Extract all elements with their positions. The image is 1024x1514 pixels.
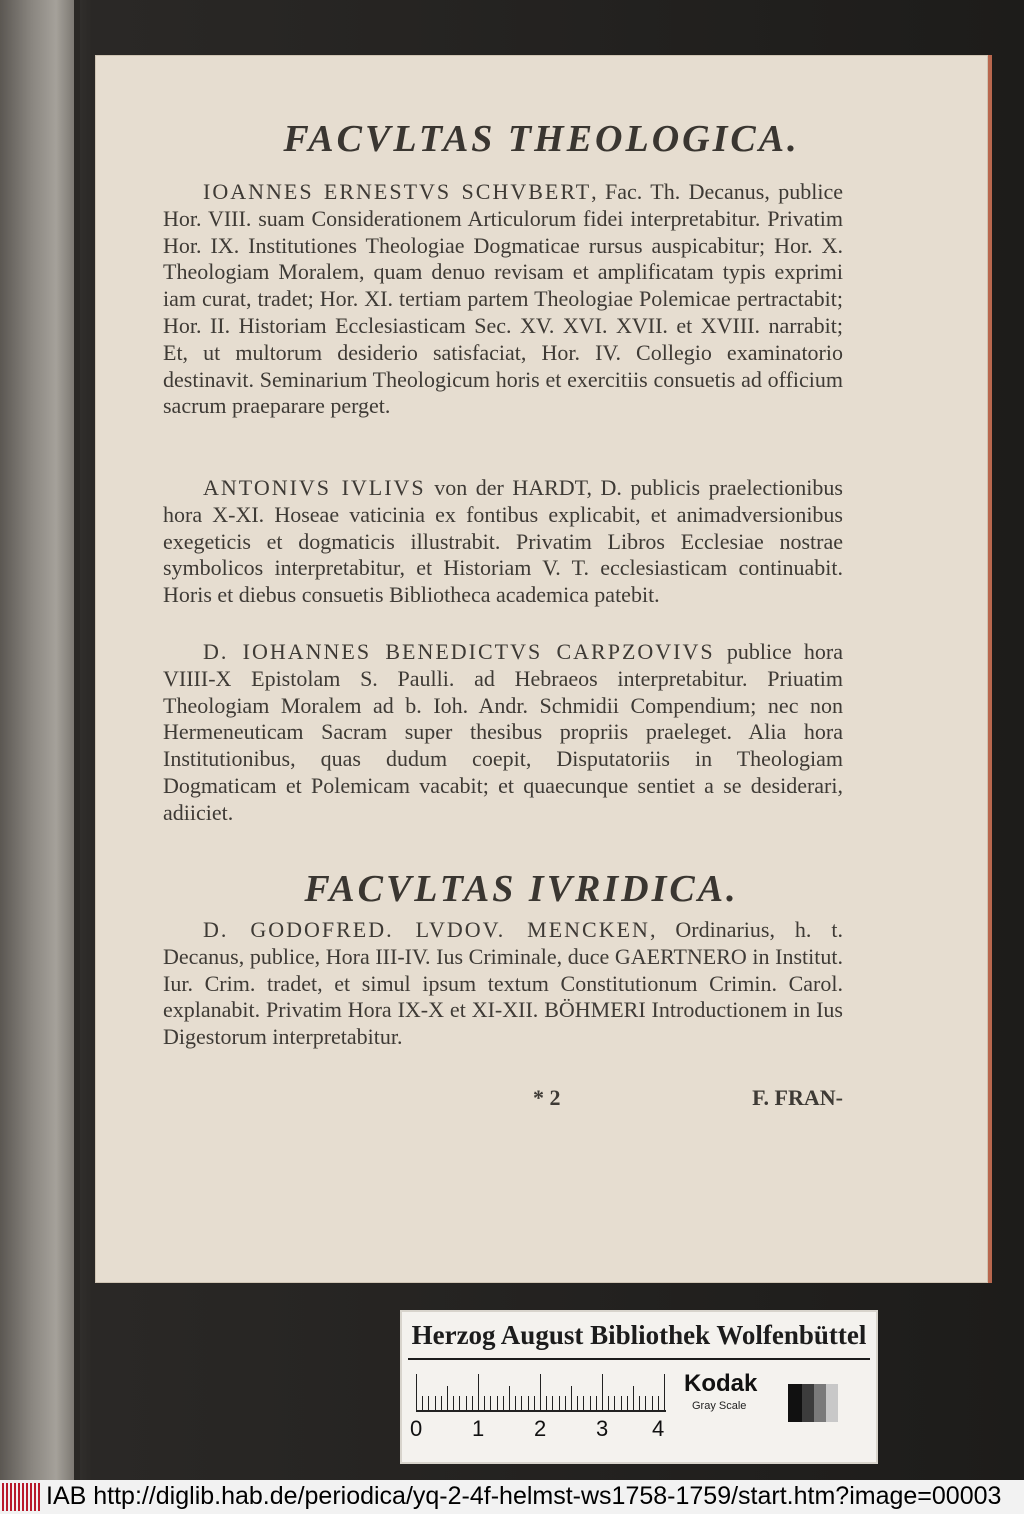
ruler-number: 2 [534,1416,547,1441]
ruler-tick [614,1396,615,1410]
scale-ruler [416,1370,666,1412]
ruler-tick [503,1396,504,1410]
paragraph-mencken [163,917,843,1051]
ruler-tick [571,1386,572,1410]
ruler-number: 4 [652,1416,665,1441]
ruler-tick [559,1396,560,1410]
ruler-tick [515,1396,516,1410]
text-hardt: von der HARDT, D. publicis praelectionibus hora X-XI. Hoseae vaticinia ex fontibus explicabit, et animadversionibus exegeticis et dogmaticis illustrabit. Privatim Libros Ecclesiae nostrae symbolicos interpretabitur, et Historiam V. T. ecclesiasticam continuabit. Horis et diebus consuetis Bibliotheca academica patebit. [163,475,843,608]
ruler-tick [658,1396,659,1410]
gray-swatch [802,1384,814,1422]
adjacent-page-edge [0,0,80,1480]
label-divider [408,1358,870,1360]
ruler-tick [633,1386,634,1410]
gray-swatch [814,1384,826,1422]
text-schubert: , Fac. Th. Decanus, publice Hor. VIII. suam Considerationem Articulorum fidei interpretabitur. Privatim Hor. IX. Institutiones Theologiae Dogmaticae rursus auspicabitur; Hor. X. Theologiam Moralem, quam denuo revisam et amplificatam typis exprimi iam curat, tradet; Hor. XI. tertiam partem Theologiae Polemicae pertractabit; Hor. II. Historiam Ecclesiasticam Sec. XV. XVI. XVII. et XVIII. narrabit; Et, ut multorum desiderio satisfaciat, Hor. IV. Collegio examinatorio destinavit. Seminarium Theologicum horis et exercitiis consuetis ad officium sacrum praeparare perget. [163,179,844,419]
book-gutter [74,0,80,1480]
ruler-tick [577,1396,578,1410]
gray-swatch [788,1384,802,1422]
source-url[interactable]: IAB http://diglib.hab.de/periodica/yq-2-4f-helmst-ws1758-1759/start.htm?image=00003 [46,1482,1002,1510]
document-page [95,55,988,1283]
ruler-tick [565,1396,566,1410]
paragraph-hardt [163,475,843,609]
page-red-edge [988,55,992,1283]
ruler-tick [596,1396,597,1410]
text-mencken: , Ordinarius, h. t. Decanus, publice, Hora III-IV. Ius Criminale, duce GAERTNERO in Institut. Iur. Crim. tradet, et simul ipsum textum Constitutionum Crimin. Carol. explanabit. Privatim Hora IX-X et XI-XII. BÖHMERI Introductionem in Ius Digestorum interpretabitur. [163,917,843,1050]
ruler-tick [602,1374,603,1410]
ruler-tick [509,1386,510,1410]
text-carpzovius: publice hora VIIII-X Epistolam S. Paulli. ad Hebraeos interpretabitur. Priuatim Theologiam Moralem ad b. Ioh. Andr. Schmidii Compendium; nec non Hermeneuticam Sacram super thesibus propriis praeleget. Alia hora Institutionibus, quas dudum coepit, Disputatoriis in Theologiam Dogmaticam et Polemicam vacabit; et quaecunque sentiet a se desiderari, adiiciet. [163,639,843,825]
ruler-tick [422,1396,423,1410]
ruler-tick [453,1396,454,1410]
ruler-tick [416,1374,417,1410]
ruler-tick [534,1396,535,1410]
gray-scale-text: Gray Scale [692,1400,747,1412]
ruler-tick [528,1396,529,1410]
ruler-tick [521,1396,522,1410]
ruler-tick [428,1396,429,1410]
heading-iuridica: FACVLTAS IVRIDICA. [304,868,739,910]
ruler-tick [441,1396,442,1410]
library-name: Herzog August Bibliothek Wolfenbüttel [411,1320,867,1350]
ruler-tick [435,1396,436,1410]
ruler-tick [472,1396,473,1410]
ruler-tick [645,1396,646,1410]
ruler-tick [540,1374,541,1410]
ruler-number: 1 [472,1416,485,1441]
signature-mark: * 2 [533,1085,561,1110]
name-carpzovius: D. IOHANNES BENEDICTVS CARPZOVIVS [203,639,715,664]
ruler-tick [583,1396,584,1410]
library-scale-label [400,1310,878,1464]
catchword: F. FRAN- [752,1085,843,1110]
ruler-tick [652,1396,653,1410]
ruler-tick [490,1396,491,1410]
ruler-number: 3 [596,1416,609,1441]
ruler-tick [590,1396,591,1410]
ruler-tick [608,1396,609,1410]
heading-theologica: FACVLTAS THEOLOGICA. [283,118,800,160]
ruler-tick [459,1396,460,1410]
ruler-tick [546,1396,547,1410]
name-hardt: ANTONIVS IVLIVS [203,475,426,500]
url-footer-bar [0,1480,1024,1514]
ruler-tick [627,1396,628,1410]
ruler-tick [639,1396,640,1410]
ruler-tick [447,1386,448,1410]
name-mencken: D. GODOFRED. LVDOV. MENCKEN [203,917,650,942]
ruler-tick [552,1396,553,1410]
gray-swatch [826,1384,838,1422]
ruler-tick [621,1396,622,1410]
ruler-tick [466,1396,467,1410]
ruler-tick [478,1374,479,1410]
name-schubert: IOANNES ERNESTVS SCHVBERT [203,179,592,204]
paragraph-carpzovius [163,639,843,827]
kodak-logo: Kodak [684,1370,758,1397]
ruler-tick [484,1396,485,1410]
hab-logo-icon [2,1483,42,1511]
ruler-number: 0 [410,1416,423,1441]
ruler-tick [664,1374,665,1410]
paragraph-schubert [163,179,843,420]
ruler-tick [497,1396,498,1410]
